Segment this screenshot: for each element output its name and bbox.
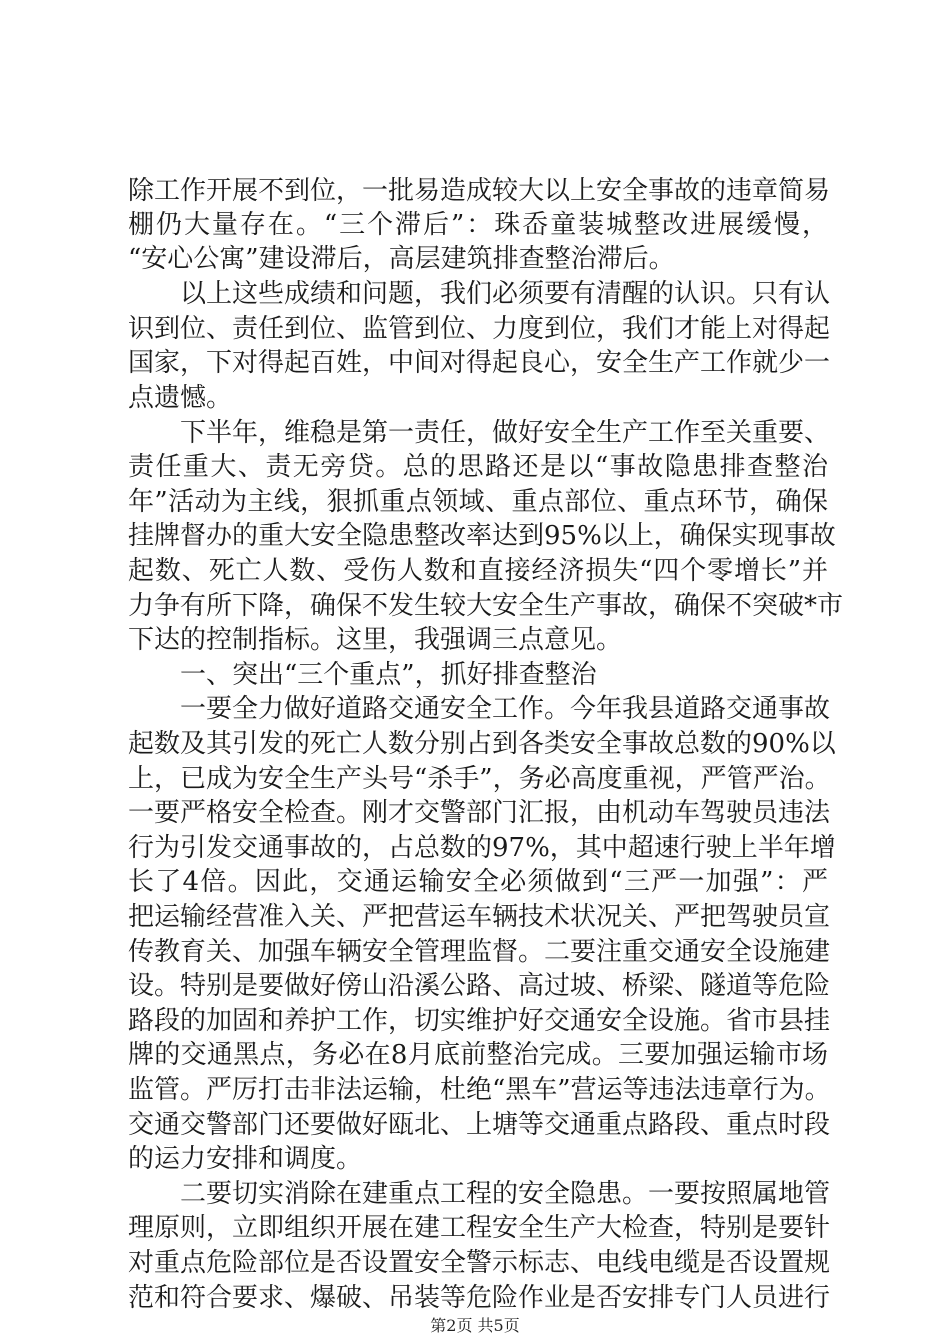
text-line: 的运力安排和调度。	[128, 1144, 363, 1174]
text-line: 长了4倍。因此，交通运输安全必须做到“三严一加强”：严	[128, 867, 828, 897]
text-line: 识到位、责任到位、监管到位、力度到位，我们才能上对得起	[128, 314, 831, 344]
text-line: 监管。严厉打击非法运输，杜绝“黑车”营运等违法违章行为。	[128, 1075, 831, 1105]
text-line: 一要全力做好道路交通安全工作。今年我县道路交通事故	[180, 694, 831, 724]
text-line: 起数及其引发的死亡人数分别占到各类安全事故总数的90%以	[128, 729, 836, 759]
text-line: 牌的交通黑点，务必在8月底前整治完成。三要加强运输市场	[128, 1040, 828, 1070]
text-line: 行为引发交通事故的，占总数的97%，其中超速行驶上半年增	[128, 833, 836, 863]
text-line: 传教育关、加强车辆安全管理监督。二要注重交通安全设施建	[128, 937, 831, 967]
text-line: 棚仍大量存在。“三个滞后”：珠岙童装城整改进展缓慢，	[128, 210, 828, 240]
text-line: 路段的加固和养护工作，切实维护好交通安全设施。省市县挂	[128, 1006, 831, 1036]
text-line: 责任重大、责无旁贷。总的思路还是以“事故隐患排查整治	[128, 452, 828, 482]
text-line: 范和符合要求、爆破、吊装等危险作业是否安排专门人员进行	[128, 1283, 831, 1313]
text-line: 对重点危险部位是否设置安全警示标志、电线电缆是否设置规	[128, 1248, 831, 1278]
text-line: 国家，下对得起百姓，中间对得起良心，安全生产工作就少一	[128, 348, 831, 378]
text-line: 挂牌督办的重大安全隐患整改率达到95%以上，确保实现事故	[128, 521, 836, 551]
text-line: 起数、死亡人数、受伤人数和直接经济损失“四个零增长”并	[128, 556, 828, 586]
text-line: 把运输经营准入关、严把营运车辆技术状况关、严把驾驶员宣	[128, 902, 831, 932]
text-line: 力争有所下降，确保不发生较大安全生产事故，确保不突破*市	[128, 591, 844, 621]
text-line: 点遗憾。	[128, 383, 233, 413]
text-line: 年”活动为主线，狠抓重点领域、重点部位、重点环节，确保	[128, 487, 828, 517]
text-line: 交通交警部门还要做好瓯北、上塘等交通重点路段、重点时段	[128, 1110, 831, 1140]
text-line: “安心公寓”建设滞后，高层建筑排查整治滞后。	[128, 244, 675, 274]
text-line: 除工作开展不到位，一批易造成较大以上安全事故的违章简易	[128, 176, 831, 206]
text-line: 下达的控制指标。这里，我强调三点意见。	[128, 625, 623, 655]
text-line: 理原则，立即组织开展在建工程安全生产大检查，特别是要针	[128, 1213, 831, 1243]
page-footer: 第2页 共5页	[430, 1316, 520, 1335]
text-line: 下半年，维稳是第一责任，做好安全生产工作至关重要、	[180, 418, 831, 448]
text-line: 上，已成为安全生产头号“杀手”，务必高度重视，严管严治。	[128, 764, 831, 794]
text-line: 以上这些成绩和问题，我们必须要有清醒的认识。只有认	[180, 279, 831, 309]
section-heading: 一、突出“三个重点”，抓好排查整治	[180, 660, 597, 690]
text-line: 设。特别是要做好傍山沿溪公路、高过坡、桥梁、隧道等危险	[128, 971, 831, 1001]
text-line: 二要切实消除在建重点工程的安全隐患。一要按照属地管	[180, 1179, 831, 1209]
text-line: 一要严格安全检查。刚才交警部门汇报，由机动车驾驶员违法	[128, 798, 831, 828]
